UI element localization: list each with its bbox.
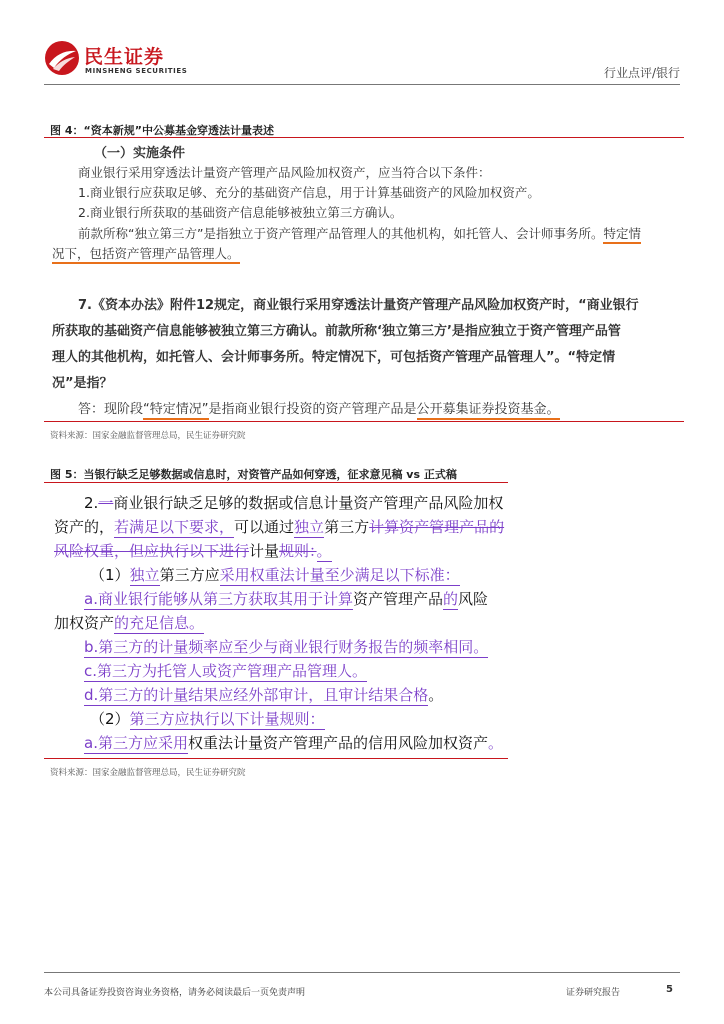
figure-5-line: d.第三方的计量结果应经外部审计，且审计结果合格。 — [84, 686, 444, 704]
figure-4-line: 1.商业银行应获取足够、充分的基础资产信息，用于计算基础资产的风险加权资产。 — [78, 185, 540, 200]
figure-4-title: 图 4：“资本新规”中公募基金穿透法计量表述 — [50, 124, 274, 137]
figure-5-bottom-rule — [44, 758, 508, 759]
logo-english-name: MINSHENG SECURITIES — [85, 67, 188, 75]
figure-5-source: 资料来源：国家金融监督管理总局，民生证券研究院 — [50, 768, 246, 778]
figure-5-line: 2.一商业银行缺乏足够的数据或信息计量资产管理产品风险加权 — [84, 494, 504, 512]
footer-divider — [44, 972, 680, 973]
figure-5-line: b.第三方的计量频率应至少与商业银行财务报告的频率相同。 — [84, 638, 489, 656]
figure-4-line: 商业银行采用穿透法计量资产管理产品风险加权资产，应当符合以下条件： — [78, 165, 491, 180]
page-header — [0, 0, 724, 88]
figure-4-line — [52, 244, 240, 262]
figure-4-answer: 答：现阶段“特定情况”是指商业银行投资的资产管理产品是公开募集证券投资基金。 — [78, 398, 560, 417]
footer-disclaimer: 本公司具备证券投资咨询业务资格，请务必阅读最后一页免责声明 — [44, 988, 306, 998]
figure-4-question-line: 7.《资本办法》附件12规定，商业银行采用穿透法计量资产管理产品风险加权资产时，“商业银行 — [78, 298, 639, 313]
figure-4-question-line: 况”是指？ — [52, 376, 113, 391]
figure-4-question-line: 理人的其他机构，如托管人、会计师事务所。特定情况下，可包括资产管理产品管理人”。“特定情 — [52, 350, 616, 365]
highlight-underline: 况下，包括资产管理产品管理人。 — [52, 246, 240, 264]
figure-5-line: a.第三方应采用权重法计量资产管理产品的信用风险加权资产。 — [84, 734, 503, 752]
figure-5-line: 风险权重，但应执行以下进行计量规则：。 — [54, 542, 332, 560]
figure-4-line: 前款所称“独立第三方”是指独立于资产管理产品管理人的其他机构，如托管人、会计师事务所。特定情 — [78, 224, 641, 242]
figure-5-line: a.商业银行能够从第三方获取其用于计算资产管理产品的风险 — [84, 590, 489, 608]
figure-5-title: 图 5：当银行缺乏足够数据或信息时，对资管产品如何穿透，征求意见稿 vs 正式稿 — [50, 468, 457, 481]
figure-5-line: （2）第三方应执行以下计量规则： — [90, 710, 325, 728]
figure-4-line: 2.商业银行所获取的基础资产信息能够被独立第三方确认。 — [78, 205, 403, 220]
figure-5-line: c.第三方为托管人或资产管理产品管理人。 — [84, 662, 368, 680]
logo-chinese-name: 民生证券 — [84, 46, 165, 68]
footer-report-type: 证券研究报告 — [566, 988, 621, 998]
figure-4-top-rule — [44, 137, 684, 138]
figure-4-heading: （一）实施条件 — [94, 146, 186, 161]
highlight-underline: 特定情 — [603, 226, 641, 244]
header-divider — [44, 84, 680, 85]
figure-5-line: 加权资产的充足信息。 — [54, 614, 205, 632]
report-category: 行业点评/银行 — [603, 66, 680, 80]
figure-5-line: （1）独立第三方应采用权重法计量至少满足以下标准： — [90, 566, 460, 584]
minsheng-logo-icon — [44, 40, 80, 76]
figure-4-source: 资料来源：国家金融监督管理总局，民生证券研究院 — [50, 431, 246, 441]
page-number: 5 — [666, 984, 673, 995]
figure-5-top-rule — [44, 482, 508, 483]
figure-5-line: 资产的，若满足以下要求，可以通过独立第三方计算资产管理产品的 — [54, 518, 505, 536]
figure-4-question-line: 所获取的基础资产信息能够被独立第三方确认。前款所称‘独立第三方’是指应独立于资产管理产品管 — [52, 324, 621, 339]
figure-4-bottom-rule — [44, 421, 684, 422]
